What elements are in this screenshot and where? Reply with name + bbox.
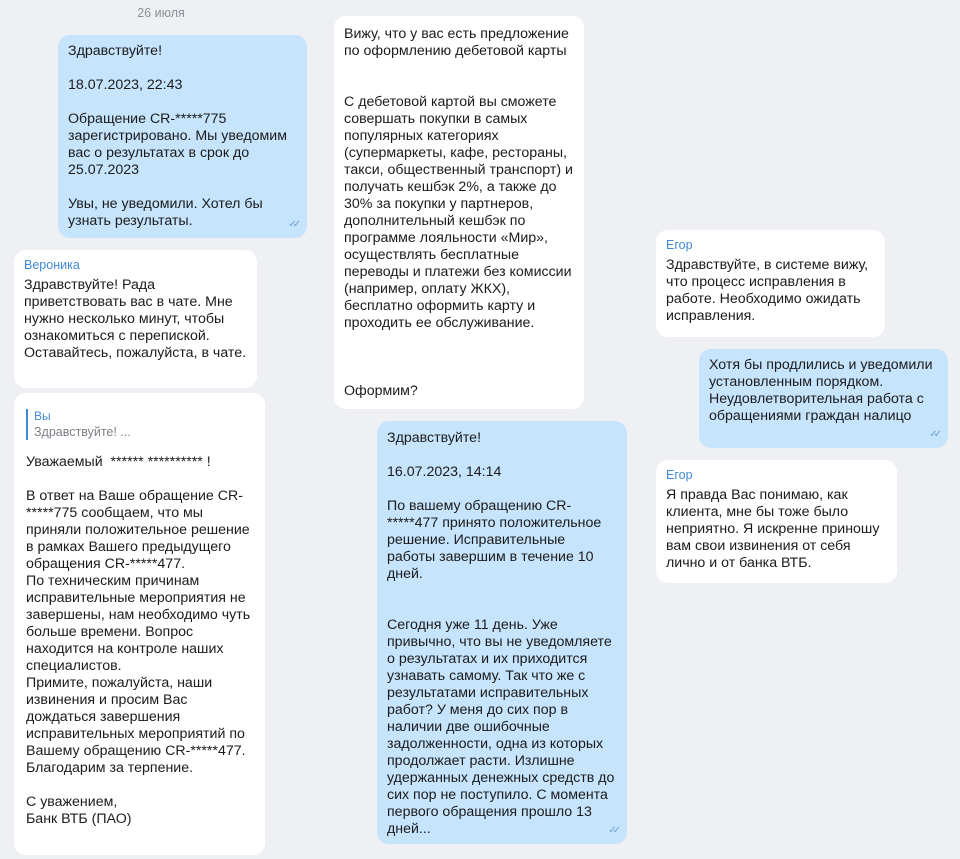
- sender-name: Вероника: [24, 258, 80, 272]
- incoming-message[interactable]: [656, 460, 897, 583]
- message-text: Здравствуйте, в системе вижу, что процесс исправления в работе. Необходимо ожидать исправления.: [666, 257, 873, 324]
- read-check-icon: ✓✓: [608, 825, 617, 836]
- read-check-icon: ✓✓: [288, 219, 297, 230]
- message-text: Уважаемый ****** ********** ! В ответ на Ваше обращение CR-*****775 сообщаем, что мы приняли положительное решение в рамках Вашего предыдущего обращения CR-*****477. По техническим причинам исправительные мероприятия не завершены, нам необходимо чуть больше времени. Вопрос находится на контроле наших специалистов. Примите, пожалуйста, наши извинения и просим Вас дождаться завершения исправительных мероприятий по Вашему обращению CR-*****477. Благодарим за терпение. С уважением, Банк ВТБ (ПАО): [26, 454, 251, 827]
- incoming-message[interactable]: [14, 250, 257, 388]
- message-text: Я правда Вас понимаю, как клиента, мне бы тоже было неприятно. Я искренне приношу вам свои извинения от себя лично и от банка ВТБ.: [666, 487, 884, 571]
- outgoing-message[interactable]: [377, 421, 627, 844]
- message-text: Вижу, что у вас есть предложение по оформлению дебетовой карты С дебетовой картой вы сможете совершать покупки в самых популярных категориях (супермаркеты, кафе, рестораны, такси, общественный транспорт) и получать кешбэк 2%, а также до 30% за покупки у партнеров, дополнительный кешбэк по программе лояльности «Мир», осуществлять бесплатные переводы и платежи без комиссии (например, оплату ЖКХ), бесплатно оформить карту и проходить ее обслуживание. Оформим?: [344, 26, 573, 399]
- quote-author: Вы: [34, 409, 51, 423]
- outgoing-message[interactable]: [58, 35, 307, 238]
- reply-quote[interactable]: [26, 409, 255, 440]
- incoming-message[interactable]: [656, 230, 885, 337]
- message-text: Хотя бы продлились и уведомили установленным порядком. Неудовлетворительная работа с обращениями граждан налицо: [709, 357, 937, 424]
- message-text: Здравствуйте! 16.07.2023, 14:14 По вашему обращению CR-*****477 принято положительное решение. Исправительные работы завершим в течение 10 дней. Сегодня уже 11 день. Уже привычно, что вы не уведомляете о результатах и их приходится узнавать самому. Так что же с результатами исправительных работ? У меня до сих пор в наличии две ошибочные задолженности, одна из которых продолжает расти. Излишне удержанных денежных средств до сих пор не поступило. С момента первого обращения прошло 13 дней...: [387, 430, 615, 837]
- incoming-message[interactable]: [14, 393, 265, 855]
- read-check-icon: ✓✓: [929, 429, 938, 440]
- quote-text: Здравствуйте! ...: [34, 425, 131, 439]
- message-text: Здравствуйте! Рада приветствовать вас в чате. Мне нужно несколько минут, чтобы ознакомиться с перепиской. Оставайтесь, пожалуйста, в чате.: [24, 277, 247, 361]
- date-separator: 26 июля: [137, 6, 185, 20]
- message-text: Здравствуйте! 18.07.2023, 22:43 Обращение CR-*****775 зарегистрировано. Мы уведомим вас о результатах в срок до 25.07.2023 Увы, не уведомили. Хотел бы узнать результаты.: [68, 43, 287, 229]
- sender-name: Егор: [666, 468, 693, 482]
- sender-name: Егор: [666, 238, 693, 252]
- outgoing-message[interactable]: [699, 349, 948, 448]
- incoming-message[interactable]: [334, 16, 584, 409]
